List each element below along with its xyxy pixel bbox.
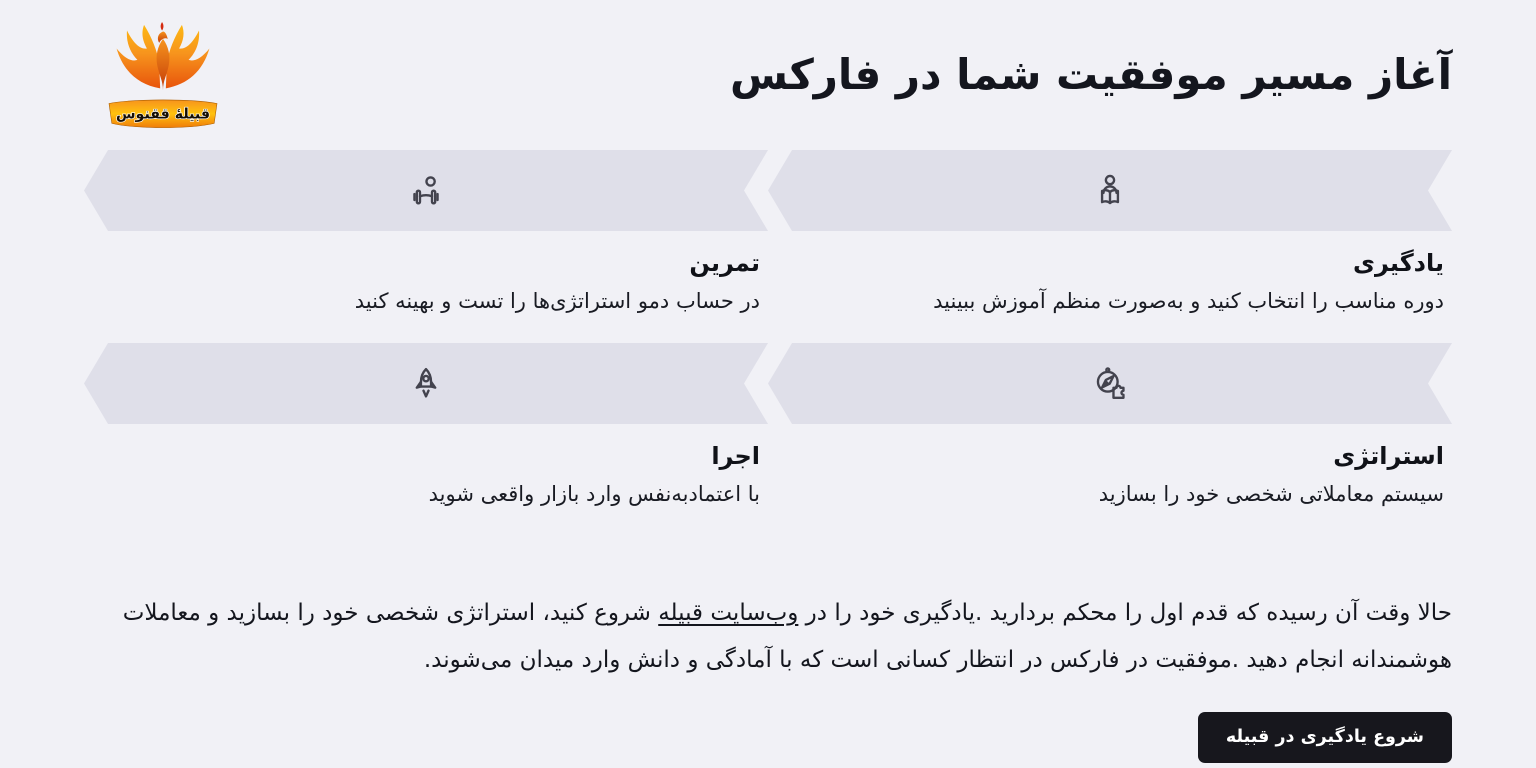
closing-text-after: شروع کنید، استراتژی شخصی خود را بسازید و معاملات هوشمندانه انجام دهید .موفقیت در فارکس در انتظار کسانی است که با آمادگی و دانش وارد میدان می‌شوند.: [122, 600, 1452, 673]
tribe-website-link[interactable]: وب‌سایت قبیله: [658, 600, 799, 626]
step-description: دوره مناسب را انتخاب کنید و به‌صورت منظم آموزش ببینید: [933, 289, 1444, 313]
step-title: استراتژی: [1333, 442, 1444, 470]
compass-puzzle-icon: [1091, 365, 1129, 403]
step-banner-execution: [84, 343, 768, 424]
person-dumbbell-icon: [407, 172, 445, 210]
rocket-icon: [407, 365, 445, 403]
step-description: با اعتمادبه‌نفس وارد بازار واقعی شوید: [428, 482, 760, 506]
step-text-practice: [84, 231, 768, 343]
closing-text-before: حالا وقت آن رسیده که قدم اول را محکم بردارید .یادگیری خود را در: [798, 600, 1452, 626]
step-title: یادگیری: [1352, 249, 1444, 277]
start-learning-button[interactable]: شروع یادگیری در قبیله: [1198, 712, 1452, 763]
step-title: اجرا: [711, 442, 760, 470]
step-description: در حساب دمو استراتژی‌ها را تست و بهینه کنید: [354, 289, 760, 313]
step-banner-strategy: [768, 343, 1452, 424]
page-title: آغاز مسیر موفقیت شما در فارکس: [729, 50, 1452, 99]
cta-row: [84, 712, 1452, 763]
person-reading-icon: [1091, 172, 1129, 210]
logo-banner-text: قبیلهٔ ققنوس: [115, 106, 211, 123]
step-banner-practice: [84, 150, 768, 231]
closing-paragraph: [84, 590, 1452, 684]
step-description: سیستم معاملاتی شخصی خود را بسازید: [1098, 482, 1444, 506]
step-banner-learning: [768, 150, 1452, 231]
step-text-execution: [84, 424, 768, 520]
header: [84, 0, 1452, 132]
phoenix-logo: [104, 22, 222, 134]
steps-grid: [84, 150, 1452, 520]
phoenix-logo-icon: [104, 22, 222, 130]
step-text-strategy: [768, 424, 1452, 520]
step-text-learning: [768, 231, 1452, 343]
step-title: تمرین: [689, 249, 760, 277]
